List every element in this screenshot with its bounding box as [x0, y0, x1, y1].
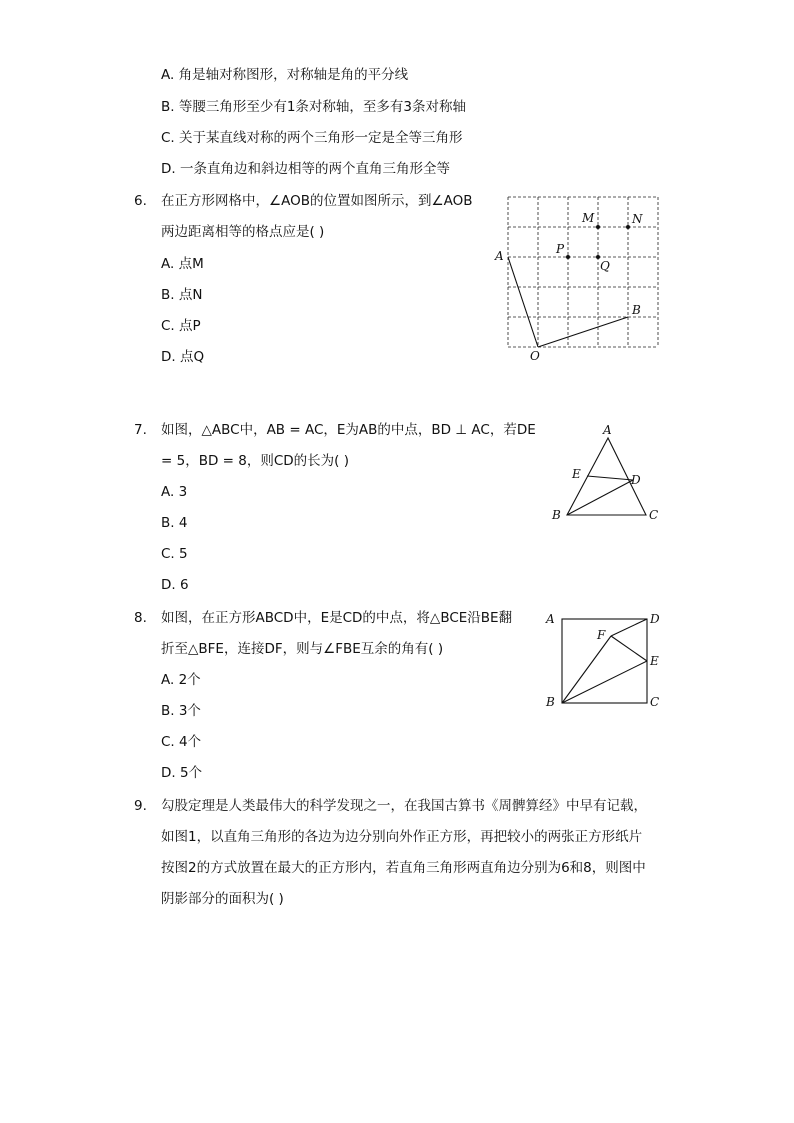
- q6-label-n: N: [632, 212, 643, 226]
- q6-grid-figure: [490, 190, 670, 365]
- q6-stem-line1: 在正方形网格中，∠AOB的位置如图所示，到∠AOB: [161, 193, 473, 209]
- q7-label-d: D: [631, 473, 641, 487]
- q8-label-b: B: [546, 695, 555, 709]
- q8-label-a: A: [546, 612, 555, 626]
- q8-option-c: C. 4个: [161, 734, 202, 750]
- q7-stem-line1: 如图，△ABC中，AB = AC，E为AB的中点，BD ⊥ AC，若DE: [161, 422, 536, 438]
- q8-stem-line1: 如图，在正方形ABCD中，E是CD的中点，将△BCE沿BE翻: [161, 610, 513, 626]
- q6-point-p: [566, 255, 570, 259]
- q6-option-a: A. 点M: [161, 256, 204, 272]
- q8-label-c: C: [650, 695, 660, 709]
- q5-option-a: A. 角是轴对称图形，对称轴是角的平分线: [161, 67, 409, 83]
- q7-option-c: C. 5: [161, 546, 188, 562]
- q7-label-c: C: [649, 508, 659, 522]
- q8-option-d: D. 5个: [161, 765, 203, 781]
- q6-point-m: [596, 225, 600, 229]
- q8-label-d: D: [650, 612, 660, 626]
- q8-option-b: B. 3个: [161, 703, 201, 719]
- q5-option-c: C. 关于某直线对称的两个三角形一定是全等三角形: [161, 130, 463, 146]
- q6-option-d: D. 点Q: [161, 349, 205, 365]
- q8-label-f: F: [597, 628, 606, 642]
- q7-option-a: A. 3: [161, 484, 188, 500]
- q7-stem-line2: = 5，BD = 8，则CD的长为( ): [161, 453, 349, 469]
- q6-label-m: M: [582, 211, 595, 225]
- q9-stem-line4: 阴影部分的面积为( ): [161, 891, 284, 907]
- q5-option-b: B. 等腰三角形至少有1条对称轴，至多有3条对称轴: [161, 99, 467, 115]
- q8-segment-df: [611, 619, 647, 636]
- q8-stem-line2: 折至△BFE，连接DF，则与∠FBE互余的角有( ): [161, 641, 444, 657]
- q7-segment-de: [587, 476, 633, 480]
- q8-segment-fe: [611, 636, 647, 661]
- q6-option-b: B. 点N: [161, 287, 203, 303]
- q9-stem-line3: 按图2的方式放置在最大的正方形内，若直角三角形两直角边分别为6和8，则图中: [161, 860, 646, 876]
- q8-segment-bf: [562, 636, 611, 703]
- q9-stem-line1: 勾股定理是人类最伟大的科学发现之一，在我国古算书《周髀算经》中早有记载，: [161, 798, 647, 814]
- q8-label-e: E: [650, 654, 659, 668]
- q7-label-b: B: [552, 508, 561, 522]
- q7-option-b: B. 4: [161, 515, 188, 531]
- q5-option-d: D. 一条直角边和斜边相等的两个直角三角形全等: [161, 161, 450, 177]
- q6-stem-line2: 两边距离相等的格点应是( ): [161, 224, 325, 240]
- q7-label-e: E: [572, 467, 581, 481]
- q8-number: 8.: [134, 610, 147, 626]
- q8-segment-be: [562, 661, 647, 703]
- q6-label-p: P: [556, 242, 565, 256]
- q6-number: 6.: [134, 193, 147, 209]
- q6-ray-ob: [538, 317, 628, 347]
- q7-label-a: A: [603, 423, 612, 437]
- q6-label-a: A: [495, 249, 504, 263]
- q9-number: 9.: [134, 798, 147, 814]
- q6-label-o: O: [530, 349, 540, 363]
- q6-option-c: C. 点P: [161, 318, 201, 334]
- q7-number: 7.: [134, 422, 147, 438]
- q6-point-n: [626, 225, 630, 229]
- q7-option-d: D. 6: [161, 577, 189, 593]
- q8-option-a: A. 2个: [161, 672, 201, 688]
- q6-ray-oa: [508, 257, 538, 347]
- q9-stem-line2: 如图1，以直角三角形的各边为边分别向外作正方形，再把较小的两张正方形纸片: [161, 829, 643, 845]
- q6-label-b: B: [632, 303, 641, 317]
- q8-square-figure: [540, 608, 675, 713]
- q7-triangle-figure: [545, 420, 675, 530]
- q6-label-q: Q: [600, 259, 610, 273]
